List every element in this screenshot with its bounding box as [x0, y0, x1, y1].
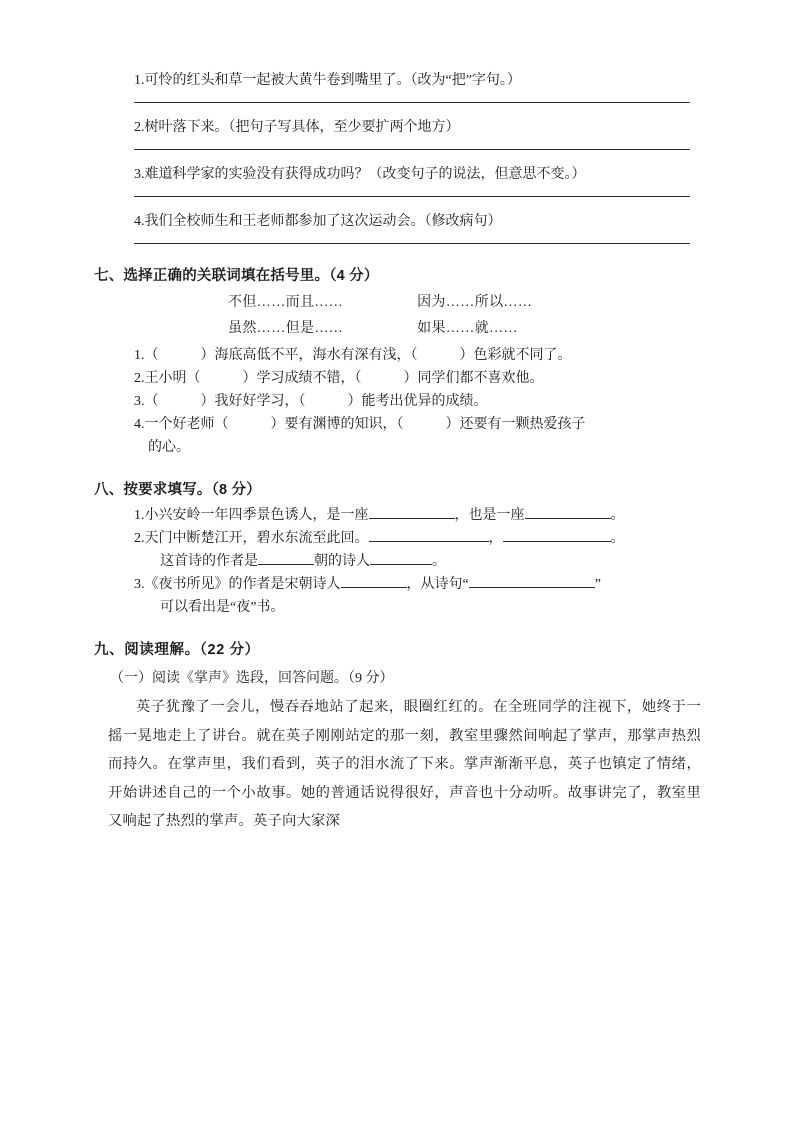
fill-blank[interactable] — [525, 505, 611, 519]
fill-item-2-line2 — [108, 551, 701, 572]
section-nine — [94, 638, 701, 836]
section-nine-heading: 九、阅读理解。（22 分） — [94, 642, 260, 658]
fill-item-2 — [108, 528, 701, 549]
answer-rule[interactable] — [134, 102, 690, 103]
question-item: 3.难道科学家的实验没有获得成功吗？（改变句子的说法，但意思不变。） — [134, 167, 586, 182]
fill-item-3-line2: 可以看出是“夜”书。 — [160, 600, 285, 615]
fill-text: 这首诗的作者是 — [160, 554, 258, 569]
fill-text: 朝的诗人 — [314, 554, 370, 569]
fill-text: ，从诗句“ — [406, 577, 469, 592]
fill-text: 3.《夜书所见》的作者是宋朝诗人 — [134, 577, 341, 592]
conjunction-option: 如果……就…… — [417, 321, 518, 336]
section-seven-heading: 七、选择正确的关联词填在括号里。（4 分） — [94, 268, 379, 284]
question-item: 2.树叶落下来。（把句子写具体，至少要扩两个地方） — [134, 120, 460, 135]
fill-text: 。 — [432, 554, 446, 569]
fill-text: 1.小兴安岭一年四季景色诱人，是一座 — [134, 508, 369, 523]
fill-text: ” — [594, 577, 601, 592]
fill-blank[interactable] — [369, 528, 489, 542]
fill-blank[interactable] — [341, 574, 407, 588]
question-item: 1.可怜的红头和草一起被大黄牛卷到嘴里了。（改为“把”字句。） — [134, 73, 521, 88]
fill-blank[interactable] — [370, 551, 432, 565]
conjunction-row — [108, 291, 701, 311]
answer-rule[interactable] — [134, 149, 690, 150]
question-item-continuation: 的心。 — [148, 440, 190, 455]
question-item: 1.（ ）海底高低不平，海水有深有浅，（ ）色彩就不同了。 — [134, 348, 572, 363]
fill-text: ， — [488, 531, 503, 546]
question-item: 4.一个好老师（ ）要有渊博的知识，（ ）还要有一颗热爱孩子 — [134, 417, 586, 432]
fill-text: 。 — [610, 508, 625, 523]
conjunction-option: 虽然……但是…… — [228, 321, 344, 336]
answer-rule[interactable] — [134, 196, 690, 197]
fill-text: ，也是一座 — [454, 508, 525, 523]
passage-text: 英子犹豫了一会儿，慢吞吞地站了起来，眼圈红红的。在全班同学的注视下，她终于一摇一晃地走上了讲台。就在英子刚刚站定的那一刻，教室里骤然间响起了掌声，那掌声热烈而持久。在掌声里，我们看到，英子的泪水流了下来。掌声渐渐平息，英子也镇定了情绪，开始讲述自己的一个小故事。她的普通话说得很好，声音也十分动听。故事讲完了，教室里又响起了热烈的掌声。英子向大家深 — [108, 699, 701, 830]
section-nine-subheading: （一）阅读《掌声》选段，回答问题。（9 分） — [110, 671, 394, 686]
question-item: 3.（ ）我好好学习，（ ）能考出优异的成绩。 — [134, 394, 488, 409]
fill-text: 。 — [610, 531, 625, 546]
conjunction-option: 因为……所以…… — [417, 295, 533, 310]
fill-blank[interactable] — [469, 574, 595, 588]
section-eight-heading: 八、按要求填写。（8 分） — [94, 482, 261, 498]
sentence-rewrite-group — [108, 70, 701, 244]
question-item: 4.我们全校师生和王老师都参加了这次运动会。（修改病句） — [134, 214, 502, 229]
fill-item-1 — [108, 505, 701, 526]
fill-blank[interactable] — [258, 551, 314, 565]
fill-blank[interactable] — [369, 505, 455, 519]
reading-passage — [108, 693, 701, 836]
conjunction-row — [108, 317, 701, 337]
section-eight — [94, 478, 701, 618]
fill-text: 2.天门中断楚江开，碧水东流至此回。 — [134, 531, 369, 546]
fill-item-3 — [108, 574, 701, 595]
answer-rule[interactable] — [134, 243, 690, 244]
question-item: 2.王小明（ ）学习成绩不错，（ ）同学们都不喜欢他。 — [134, 371, 544, 386]
section-seven — [94, 264, 701, 458]
conjunction-option: 不但……而且…… — [228, 295, 344, 310]
fill-blank[interactable] — [503, 528, 611, 542]
